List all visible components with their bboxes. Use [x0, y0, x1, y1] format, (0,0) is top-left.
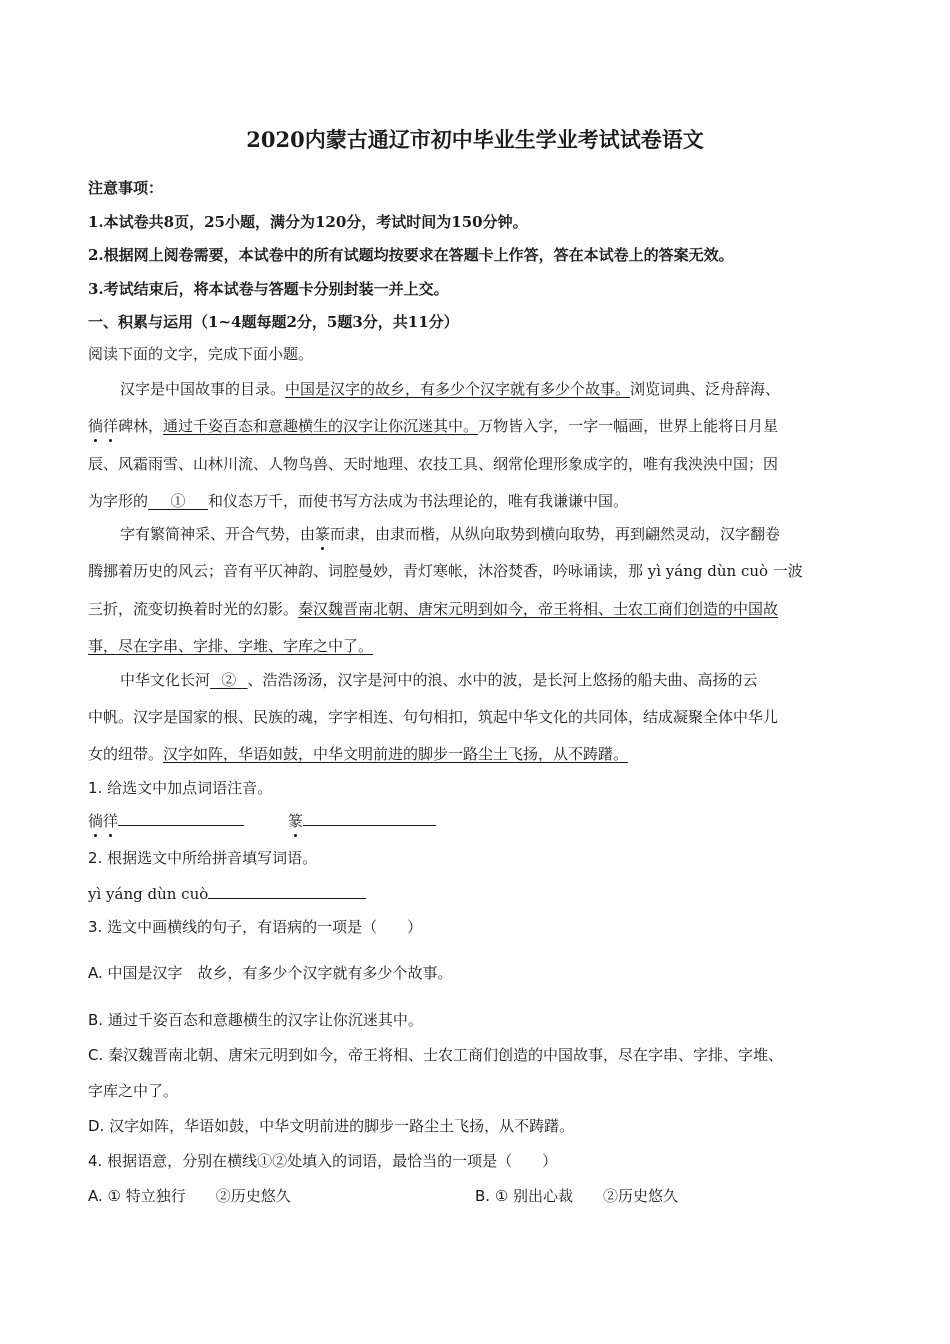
dotted-char: 徉	[103, 812, 119, 830]
passage-line: 为字形的 ① 和仪态万千，而使书写方法成为书法理论的，唯有我谦谦中国。	[88, 492, 629, 510]
passage-line	[88, 636, 373, 656]
dotted-char: 篆	[315, 525, 331, 543]
notice-item-2: 2.根据网上阅卷需要，本试卷中的所有试题均按要求在答题卡上作答，答在本试卷上的答案无效。	[88, 246, 734, 264]
option-b[interactable]: B. 通过千姿百态和意趣横生的汉字让你沉迷其中。	[88, 1011, 423, 1029]
underlined-sentence-c: 秦汉魏晋南北朝、唐宋元明到如今，帝王将相、士农工商们创造的中国故	[298, 600, 779, 618]
option-c[interactable]: C. 秦汉魏晋南北朝、唐宋元明到如今，帝王将相、士农工商们创造的中国故事，尽在字串、字排、字堆、	[88, 1046, 784, 1064]
underlined-sentence-a: 中国是汉字的故乡，有多少个汉字就有多少个故事。	[285, 380, 631, 398]
underlined-sentence-c-end: 事，尽在字串、字排、字堆、字库之中了。	[88, 637, 374, 655]
option-c-continued[interactable]: 字库之中了。	[88, 1082, 179, 1100]
option-a[interactable]: A. 中国是汉字 故乡，有多少个汉字就有多少个故事。	[88, 964, 453, 982]
passage-line: 中华文化长河 ② 、浩浩汤汤，汉字是河中的浪、水中的波，是长河上悠扬的船夫曲、高扬的云	[120, 671, 758, 689]
underlined-sentence-d: 汉字如阵，华语如鼓，中华文明前进的脚步一路尘土飞扬，从不踌躇。	[163, 745, 629, 763]
section-heading: 一、积累与运用（1~4题每题2分，5题3分，共11分）	[88, 313, 459, 331]
answer-blank-1[interactable]	[118, 810, 244, 826]
notice-item-1: 1.本试卷共8页，25小题，满分为120分，考试时间为150分钟。	[88, 213, 528, 231]
passage-line: 辰、风霜雨雪、山林川流、人物鸟兽、天时地理、农技工具、纲常伦理形象成字的，唯有我泱泱中国；因	[88, 455, 779, 473]
blank-2: ②	[221, 671, 237, 689]
question-2: 2. 根据选文中所给拼音填写词语。	[88, 849, 318, 867]
dotted-char: 徜	[88, 812, 104, 830]
passage-line: 字有繁简神采、开合气势，由篆而隶，由隶而楷，从纵向取势到横向取势，再到翩然灵动，汉字翻卷	[120, 525, 781, 543]
passage-line: 汉字是中国故事的目录。中国是汉字的故乡，有多少个汉字就有多少个故事。浏览词典、泛舟辞海、	[120, 380, 781, 398]
dotted-char: 篆	[288, 812, 304, 830]
blank-1: ①	[170, 492, 186, 510]
passage-line: 女的纽带。汉字如阵，华语如鼓，中华文明前进的脚步一路尘土飞扬，从不踌躇。	[88, 745, 629, 763]
underlined-sentence-b: 通过千姿百态和意趣横生的汉字让你沉迷其中。	[163, 417, 479, 435]
notice-heading: 注意事项：	[88, 179, 164, 197]
dotted-char: 徉	[103, 417, 119, 435]
passage-line: 三折，流变切换着时光的幻影。秦汉魏晋南北朝、唐宋元明到如今，帝王将相、士农工商们创造的中国故	[88, 600, 779, 618]
question-3: 3. 选文中画横线的句子，有语病的一项是（ ）	[88, 918, 423, 936]
question-1: 1. 给选文中加点词语注音。	[88, 779, 273, 797]
question-1-answers	[88, 810, 436, 831]
passage-line: 徜徉碑林，通过千姿百态和意趣横生的汉字让你沉迷其中。万物皆入字，一字一幅画，世界上能将日月星	[88, 417, 779, 435]
passage-line: 腾挪着历史的风云；音有平仄神韵、词腔曼妙，青灯寒帐，沐浴焚香，吟咏诵读，那 yì yáng dùn cuò 一波	[88, 562, 803, 580]
question-4: 4. 根据语意，分别在横线①②处填入的词语，最恰当的一项是（ ）	[88, 1152, 558, 1170]
question-2-answer: yì yáng dùn cuò	[88, 883, 366, 904]
answer-blank-3[interactable]	[208, 883, 366, 899]
q4-option-a[interactable]: A. ① 特立独行 ②历史悠久	[88, 1187, 291, 1205]
page-title: 2020内蒙古通辽市初中毕业生学业考试试卷语文	[246, 127, 704, 152]
answer-blank-2[interactable]	[303, 810, 436, 826]
option-d[interactable]: D. 汉字如阵，华语如鼓，中华文明前进的脚步一路尘土飞扬，从不踌躇。	[88, 1117, 575, 1135]
notice-item-3: 3.考试结束后，将本试卷与答题卡分别封装一并上交。	[88, 280, 449, 298]
passage-line: 中帆。汉字是国家的根、民族的魂，字字相连、句句相扣，筑起中华文化的共同体，结成凝聚全体中华儿	[88, 708, 779, 726]
q4-option-b[interactable]: B. ① 别出心裁 ②历史悠久	[475, 1187, 679, 1205]
reading-instruction: 阅读下面的文字，完成下面小题。	[88, 345, 314, 363]
dotted-char: 徜	[88, 417, 104, 435]
